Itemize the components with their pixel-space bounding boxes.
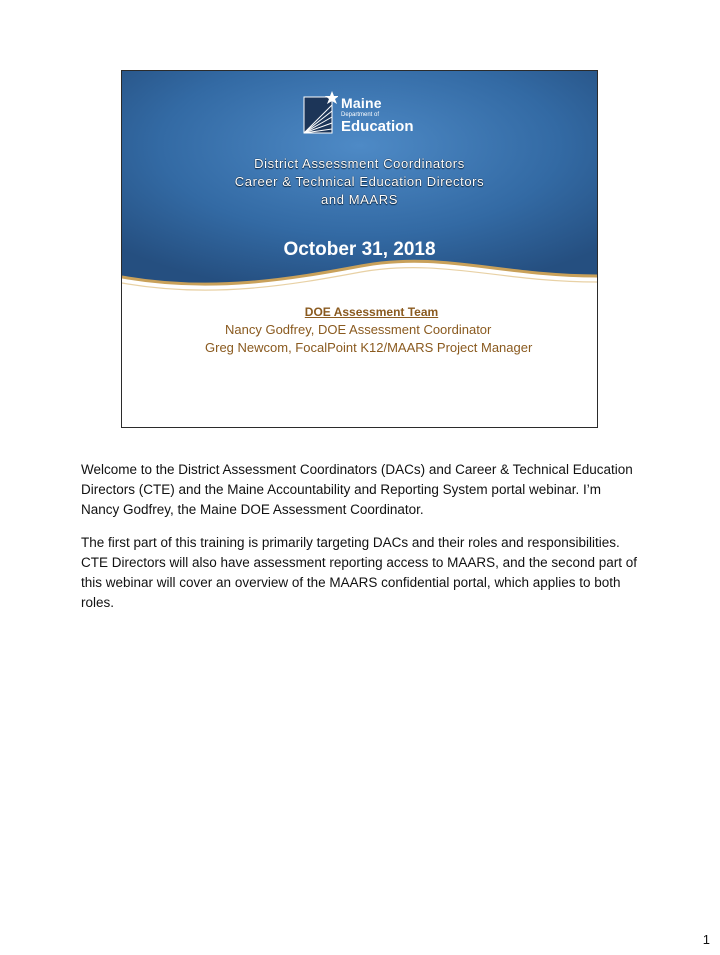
page-number: 1 (702, 932, 710, 947)
team-section (122, 305, 597, 355)
team-member: Nancy Godfrey, DOE Assessment Coordinator (225, 322, 492, 337)
notes-paragraph: Welcome to the District Assessment Coordinators (DACs) and Career & Technical Education Directors (CTE) and the Maine Accountability and Reporting System portal webinar. I’m Nancy Godfrey, the Maine DOE Assessment Coordinator. (81, 462, 633, 517)
logo-star-icon (302, 91, 338, 135)
notes-paragraph: The first part of this training is primarily targeting DACs and their roles and responsibilities. CTE Directors will also have assessment reporting access to MAARS, and the second part of this webinar will cover an overview of the MAARS confidential portal, which applies to both roles. (81, 535, 637, 610)
title-line: Career & Technical Education Directors (234, 174, 485, 189)
logo-text-department: Department of (341, 112, 380, 118)
logo-text-maine: Maine (341, 95, 382, 111)
team-heading: DOE Assessment Team (304, 305, 439, 319)
maine-doe-logo (302, 91, 422, 137)
team-member: Greg Newcom, FocalPoint K12/MAARS Project Manager (205, 340, 533, 355)
speaker-notes (81, 460, 641, 626)
title-line: District Assessment Coordinators (254, 156, 465, 171)
slide-thumbnail (121, 70, 598, 428)
slide-date: October 31, 2018 (283, 239, 436, 260)
slide-title (122, 155, 597, 209)
title-line: and MAARS (321, 192, 398, 207)
logo-text-education: Education (341, 118, 414, 135)
